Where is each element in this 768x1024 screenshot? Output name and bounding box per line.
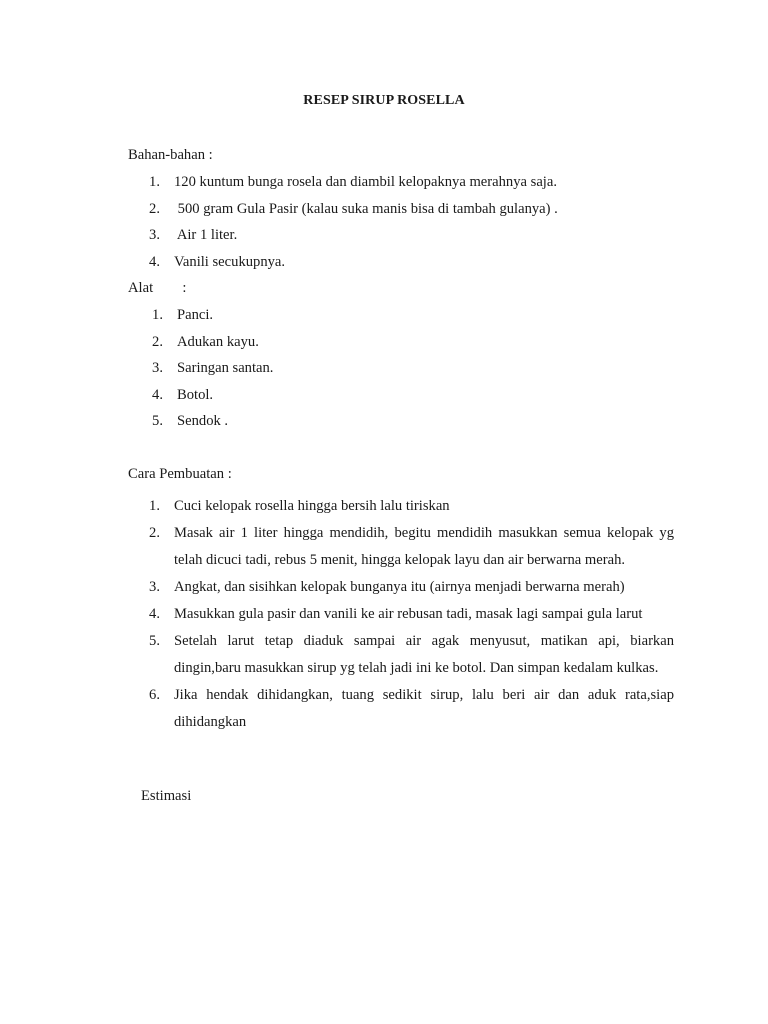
list-text: 500 gram Gula Pasir (kalau suka manis bisa di tambah gulanya) . bbox=[174, 200, 558, 217]
list-number: 2. bbox=[152, 333, 163, 350]
alat-heading: Alat : bbox=[128, 280, 187, 296]
list-item bbox=[138, 628, 674, 682]
list-text: Sendok . bbox=[177, 413, 229, 429]
list-text: Saringan santan. bbox=[177, 360, 274, 376]
list-number: 2. bbox=[149, 525, 160, 541]
list-item bbox=[138, 601, 674, 628]
list-item bbox=[141, 413, 681, 440]
list-number: 5. bbox=[152, 413, 163, 429]
list-number: 6. bbox=[149, 687, 160, 703]
list-item bbox=[138, 254, 698, 281]
bahan-heading: Bahan-bahan : bbox=[128, 147, 213, 163]
list-item bbox=[141, 307, 681, 334]
list-item bbox=[138, 174, 698, 201]
list-number: 3. bbox=[152, 360, 163, 376]
list-number: 5. bbox=[149, 633, 160, 649]
list-text: 120 kuntum bunga rosela dan diambil kelopaknya merahnya saja. bbox=[174, 174, 557, 190]
list-number: 3. bbox=[149, 227, 160, 244]
list-number: 4. bbox=[149, 606, 160, 622]
list-number: 4. bbox=[149, 254, 160, 271]
list-text: Vanili secukupnya. bbox=[174, 254, 286, 271]
list-item bbox=[141, 334, 681, 361]
alat-list bbox=[141, 307, 681, 440]
list-text: Botol. bbox=[177, 386, 214, 403]
list-number: 4. bbox=[152, 386, 163, 403]
list-number: 1. bbox=[152, 307, 163, 323]
list-item bbox=[141, 387, 681, 414]
list-item bbox=[138, 201, 698, 228]
list-text: Setelah larut tetap diaduk sampai air agak menyusut, matikan api, biarkan dingin,baru masukkan sirup yg telah jadi ini ke botol. Dan simpan kedalam kulkas. bbox=[174, 633, 674, 676]
list-text: Angkat, dan sisihkan kelopak bunganya itu (airnya menjadi berwarna merah) bbox=[174, 579, 625, 595]
bahan-list bbox=[138, 174, 698, 281]
list-item bbox=[138, 227, 698, 254]
list-number: 3. bbox=[149, 579, 160, 595]
list-number: 1. bbox=[149, 174, 160, 190]
list-text: Masak air 1 liter hingga mendidih, begitu mendidih masukkan semua kelopak yg telah dicuci tadi, rebus 5 menit, hingga kelopak layu dan air berwarna merah. bbox=[174, 525, 674, 568]
list-item bbox=[141, 360, 681, 387]
list-text: Air 1 liter. bbox=[174, 227, 238, 244]
list-text: Jika hendak dihidangkan, tuang sedikit sirup, lalu beri air dan aduk rata,siap dihidangkan bbox=[174, 687, 674, 730]
estimasi-heading: Estimasi bbox=[141, 788, 192, 804]
list-text: Panci. bbox=[177, 307, 214, 323]
list-text: Adukan kayu. bbox=[177, 333, 259, 350]
list-item bbox=[138, 520, 674, 574]
cara-heading: Cara Pembuatan : bbox=[128, 466, 232, 482]
list-item bbox=[138, 682, 674, 736]
cara-list bbox=[138, 493, 674, 736]
document-title: RESEP SIRUP ROSELLA bbox=[303, 93, 465, 108]
list-text: Cuci kelopak rosella hingga bersih lalu tiriskan bbox=[174, 498, 450, 514]
list-text: Masukkan gula pasir dan vanili ke air rebusan tadi, masak lagi sampai gula larut bbox=[174, 606, 643, 622]
list-number: 1. bbox=[149, 498, 160, 514]
list-item bbox=[138, 574, 674, 601]
list-item bbox=[138, 493, 674, 520]
list-number: 2. bbox=[149, 200, 160, 217]
